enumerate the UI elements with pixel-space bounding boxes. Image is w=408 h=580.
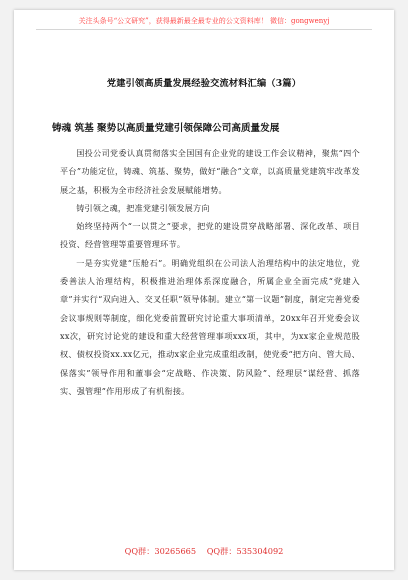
qq-group-2: QQ群：535304092 — [206, 546, 284, 556]
section-heading: 铸魂 筑基 聚势以高质量党建引领保障公司高质量发展 — [52, 123, 280, 134]
document-page — [14, 10, 394, 570]
body-paragraph: 一是夯实党建“压舱石”。明确党组织在公司法人治理结构中的法定地位，党委善法人治理结构，积极推进治理体系深度融合，所属企业全面完成“党建入章”并实行“双向进入、交叉任职”领导体制。建立“第一议题”制度，制定完善党委会议事规则等制度，细化党委前置研究讨论重大事项清单，20xx年召开党委会议xx次，研究讨论党的建设和重大经营管理事项xxx项，其中，为xx家企业规范股权、债权投资xx.xx亿元，推动x家企业完成重组改制，使党委“把方向、管大局、保落实”领导作用和董事会“定战略、作决策、防风险”、经理层“谋经营、抓落实、强管理”作用形成了有机衔接。 — [60, 257, 360, 396]
body-paragraph: 国投公司党委认真贯彻落实全国国有企业党的建设工作会议精神，聚焦“四个平台”功能定位，铸魂、筑基、聚势，做好“融合”文章，以高质量党建筑牢改革发展之基，积极为全市经济社会发展赋能增势。 — [60, 148, 360, 195]
qq-group-1: QQ群：30265665 — [124, 546, 197, 556]
subheading-paragraph: 铸引领之魂，把准党建引领发展方向 — [76, 202, 210, 213]
document-title: 党建引领高质量发展经验交流材料汇编（3篇） — [106, 78, 302, 89]
header-banner: 关注头条号“公文研究”，获得最新最全最专业的公文资料库！ 微信：gongwenyj — [36, 16, 372, 30]
footer-qq-groups — [14, 546, 394, 557]
document-body — [60, 144, 360, 400]
body-paragraph: 始终坚持两个“一以贯之”要求，把党的建设贯穿战略部署、深化改革、项目投资、经营管理等重要管理环节。 — [60, 221, 360, 250]
